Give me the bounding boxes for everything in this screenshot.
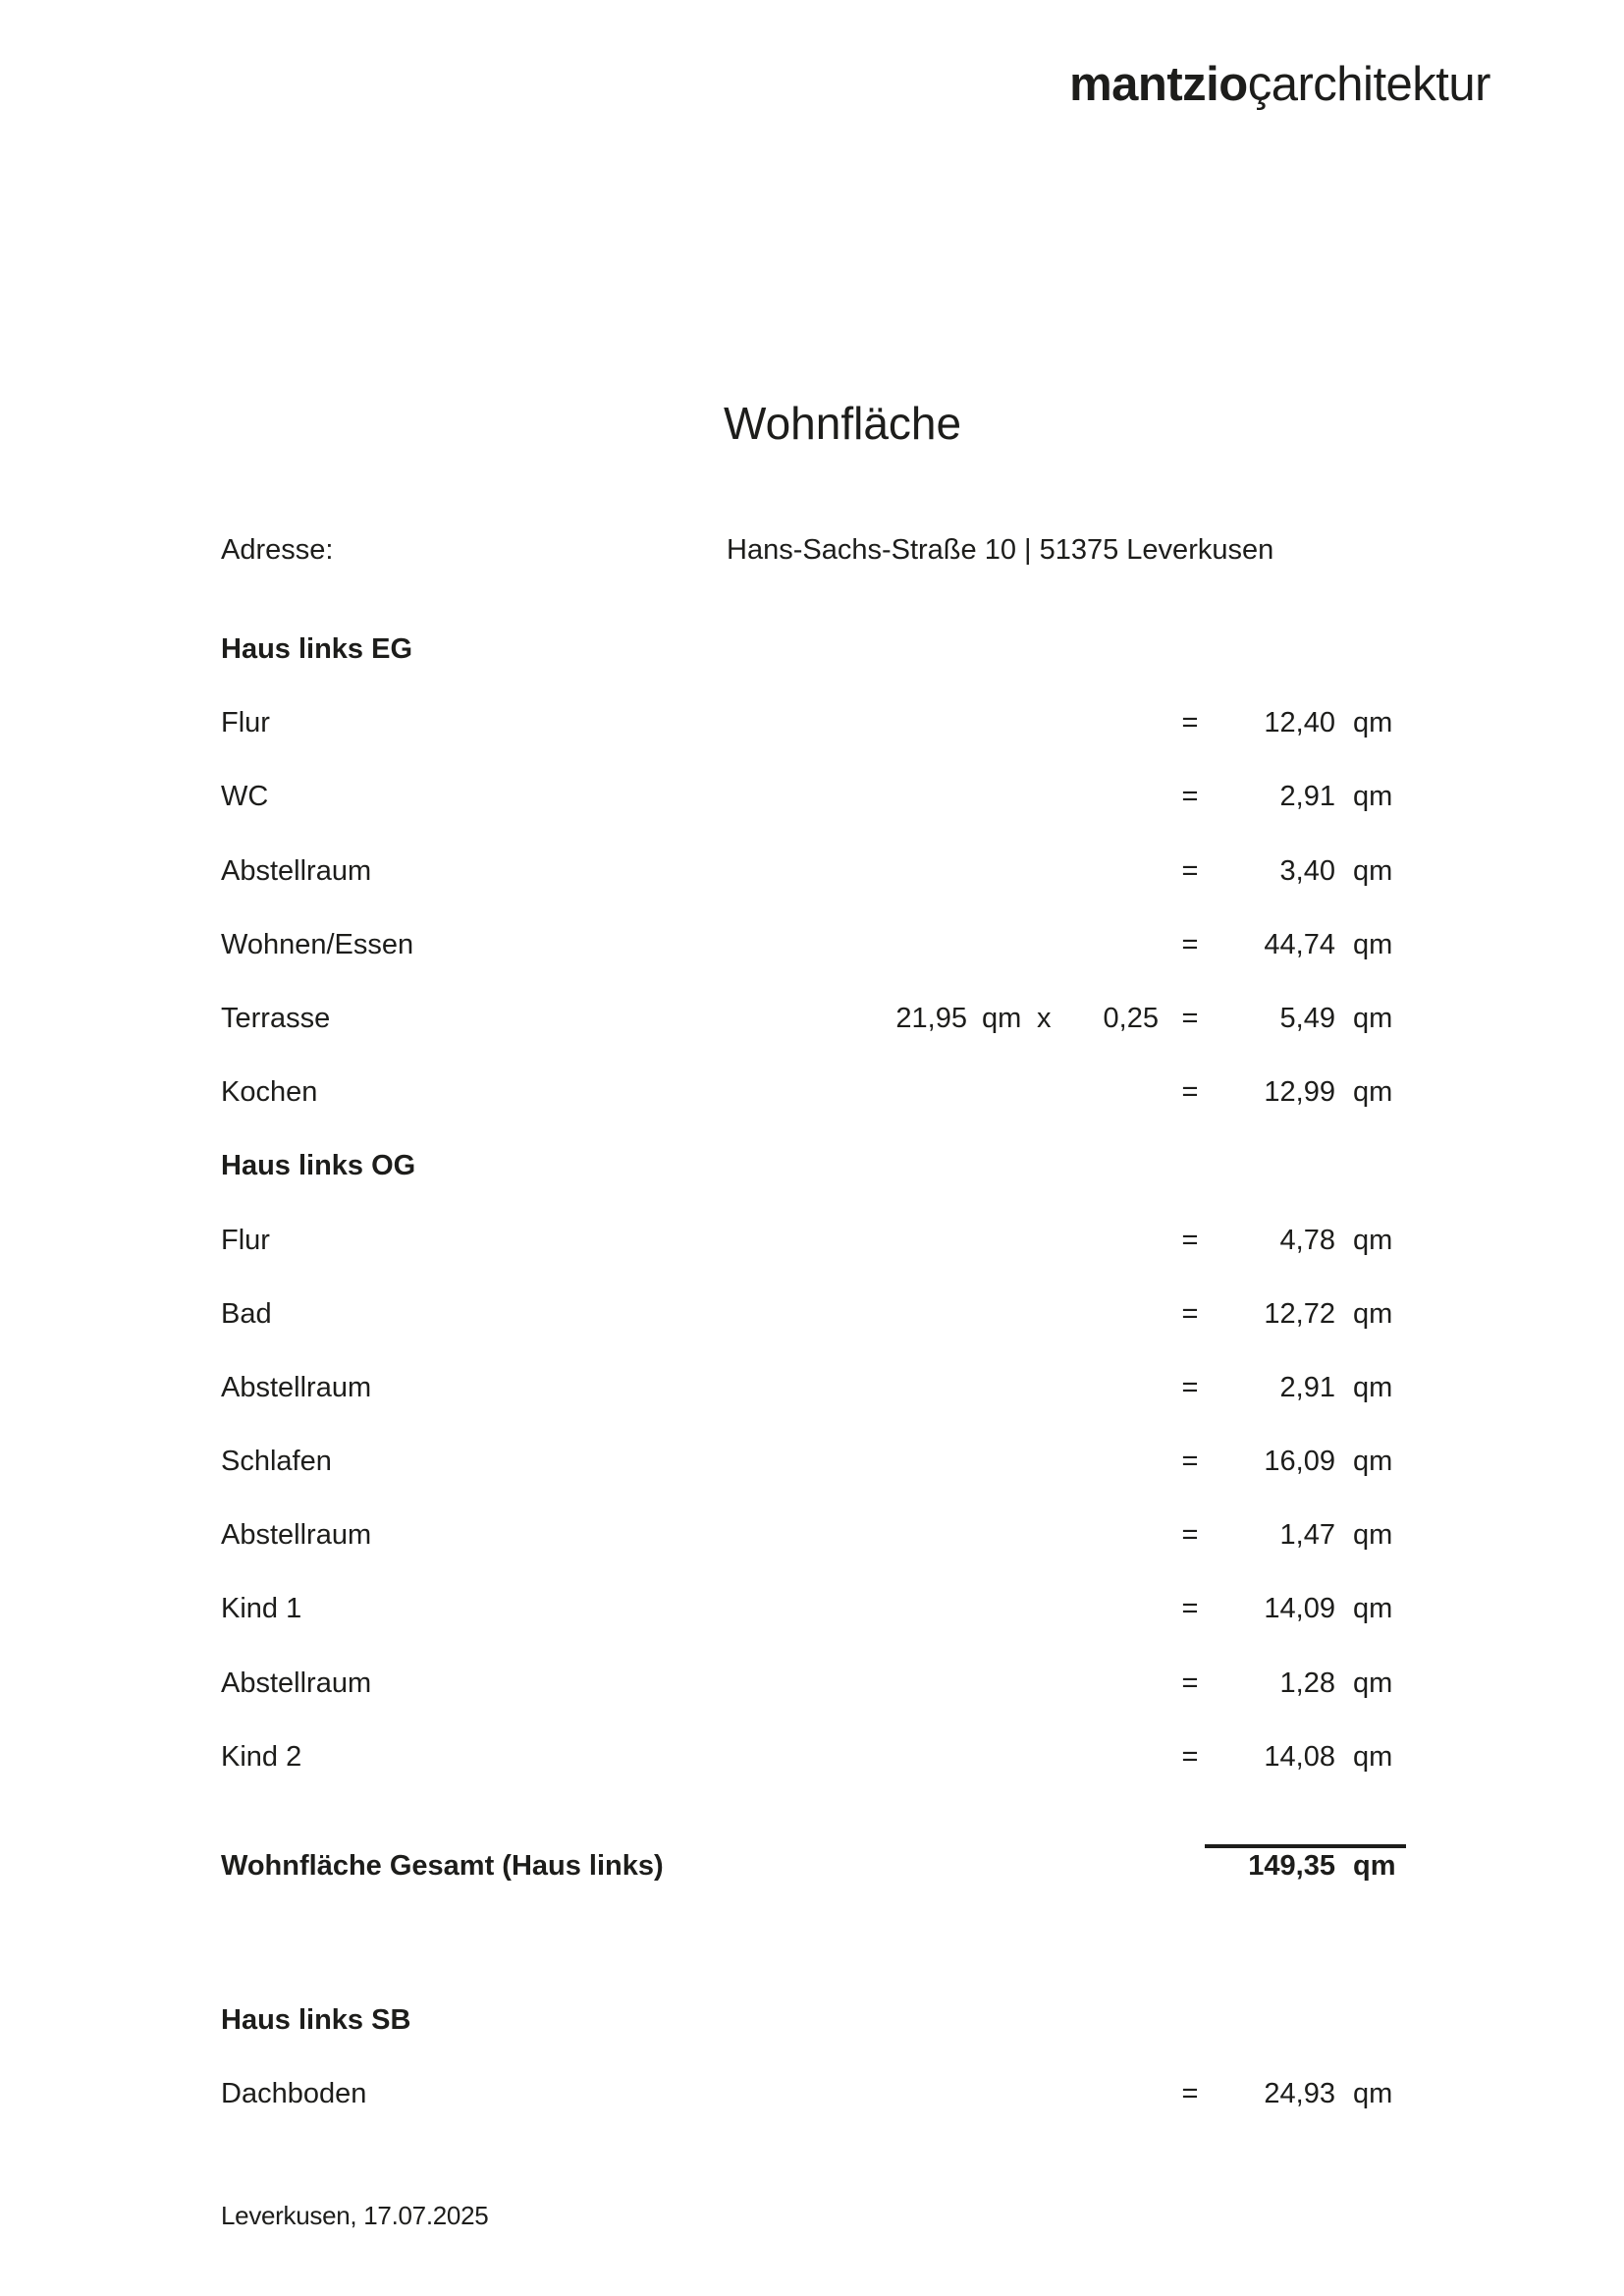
area-unit: qm xyxy=(1353,1371,1393,1403)
logo-glyph: ç xyxy=(1247,58,1272,111)
address-row xyxy=(0,530,1624,570)
area-value: 44,74 xyxy=(1264,928,1335,960)
section-heading: Haus links OG xyxy=(221,1150,416,1182)
address-label: Adresse: xyxy=(221,534,334,566)
area-value: 12,40 xyxy=(1264,707,1335,739)
area-unit: qm xyxy=(1353,707,1393,739)
equals-sign: = xyxy=(1181,1002,1199,1034)
area-value: 12,72 xyxy=(1264,1297,1335,1330)
section-heading-row xyxy=(0,613,1624,686)
equals-sign: = xyxy=(1181,1667,1199,1699)
area-unit: qm xyxy=(1353,1593,1393,1625)
equals-sign: = xyxy=(1181,854,1199,887)
area-row xyxy=(0,835,1624,908)
area-row xyxy=(0,1647,1624,1721)
address-value: Hans-Sachs-Straße 10 | 51375 Leverkusen xyxy=(727,534,1274,566)
area-row xyxy=(0,1351,1624,1425)
equals-sign: = xyxy=(1181,781,1199,813)
area-row xyxy=(0,1721,1624,1794)
area-row xyxy=(0,760,1624,834)
area-unit: qm xyxy=(1353,1519,1393,1552)
equals-sign: = xyxy=(1181,2078,1199,2110)
room-label: Abstellraum xyxy=(221,1667,372,1699)
room-label: Terrasse xyxy=(221,1002,331,1034)
room-label: Abstellraum xyxy=(221,1371,372,1403)
calc-area-value: 21,95 xyxy=(895,1002,967,1034)
section-heading-row xyxy=(0,1129,1624,1203)
equals-sign: = xyxy=(1181,707,1199,739)
equals-sign: = xyxy=(1181,1740,1199,1773)
area-row xyxy=(0,686,1624,760)
area-row xyxy=(0,1499,1624,1572)
area-value: 5,49 xyxy=(1279,1002,1335,1034)
room-label: Bad xyxy=(221,1297,272,1330)
section-heading-row xyxy=(0,1984,1624,2057)
room-label: Dachboden xyxy=(221,2078,367,2110)
footer-place-date: Leverkusen, 17.07.2025 xyxy=(221,2201,489,2230)
equals-sign: = xyxy=(1181,1519,1199,1552)
room-label: Abstellraum xyxy=(221,854,372,887)
room-label: Flur xyxy=(221,1224,270,1256)
area-unit: qm xyxy=(1353,1076,1393,1109)
room-label: Schlafen xyxy=(221,1446,332,1478)
area-row xyxy=(0,2057,1624,2131)
area-unit: qm xyxy=(1353,1224,1393,1256)
area-unit: qm xyxy=(1353,1297,1393,1330)
area-unit: qm xyxy=(1353,1446,1393,1478)
logo-text-regular: architektur xyxy=(1271,58,1490,111)
company-logo xyxy=(1069,58,1490,111)
area-unit: qm xyxy=(1353,1667,1393,1699)
area-row xyxy=(0,908,1624,982)
room-label: Kochen xyxy=(221,1076,318,1109)
area-value: 1,47 xyxy=(1279,1519,1335,1552)
area-value: 16,09 xyxy=(1264,1446,1335,1478)
area-row xyxy=(0,1204,1624,1278)
equals-sign: = xyxy=(1181,928,1199,960)
area-row xyxy=(0,1425,1624,1499)
area-row xyxy=(0,1056,1624,1129)
room-label: Flur xyxy=(221,707,270,739)
area-value: 14,08 xyxy=(1264,1740,1335,1773)
area-value: 1,28 xyxy=(1279,1667,1335,1699)
area-row xyxy=(0,1572,1624,1646)
equals-sign: = xyxy=(1181,1224,1199,1256)
logo-text-bold: mantzio xyxy=(1069,58,1248,111)
area-value: 4,78 xyxy=(1279,1224,1335,1256)
area-unit: qm xyxy=(1353,1740,1393,1773)
area-unit: qm xyxy=(1353,1002,1393,1034)
area-value: 2,91 xyxy=(1279,1371,1335,1403)
area-value: 24,93 xyxy=(1264,2078,1335,2110)
multiply-sign: x xyxy=(1037,1002,1052,1034)
room-label: Wohnen/Essen xyxy=(221,928,414,960)
area-unit: qm xyxy=(1353,854,1393,887)
room-label: Kind 2 xyxy=(221,1740,302,1773)
equals-sign: = xyxy=(1181,1297,1199,1330)
section-heading: Haus links EG xyxy=(221,633,413,665)
equals-sign: = xyxy=(1181,1076,1199,1109)
area-unit: qm xyxy=(1353,928,1393,960)
area-unit: qm xyxy=(1353,2078,1393,2110)
equals-sign: = xyxy=(1181,1446,1199,1478)
room-label: WC xyxy=(221,781,269,813)
area-row xyxy=(0,982,1624,1056)
total-label: Wohnfläche Gesamt (Haus links) xyxy=(221,1850,664,1882)
equals-sign: = xyxy=(1181,1371,1199,1403)
area-value: 14,09 xyxy=(1264,1593,1335,1625)
page-title: Wohnfläche xyxy=(724,398,962,449)
total-unit: qm xyxy=(1353,1850,1396,1882)
calc-factor-value: 0,25 xyxy=(1103,1002,1159,1034)
section-heading: Haus links SB xyxy=(221,2004,411,2036)
room-label: Kind 1 xyxy=(221,1593,302,1625)
area-unit: qm xyxy=(1353,781,1393,813)
area-value: 3,40 xyxy=(1279,854,1335,887)
area-row xyxy=(0,1278,1624,1351)
area-value: 2,91 xyxy=(1279,781,1335,813)
total-value: 149,35 xyxy=(1248,1850,1335,1882)
sb-section xyxy=(0,1984,1624,2131)
area-sections xyxy=(0,613,1624,1794)
equals-sign: = xyxy=(1181,1593,1199,1625)
total-row xyxy=(0,1794,1624,1912)
room-label: Abstellraum xyxy=(221,1519,372,1552)
calc-area-unit: qm xyxy=(982,1002,1022,1034)
area-value: 12,99 xyxy=(1264,1076,1335,1109)
